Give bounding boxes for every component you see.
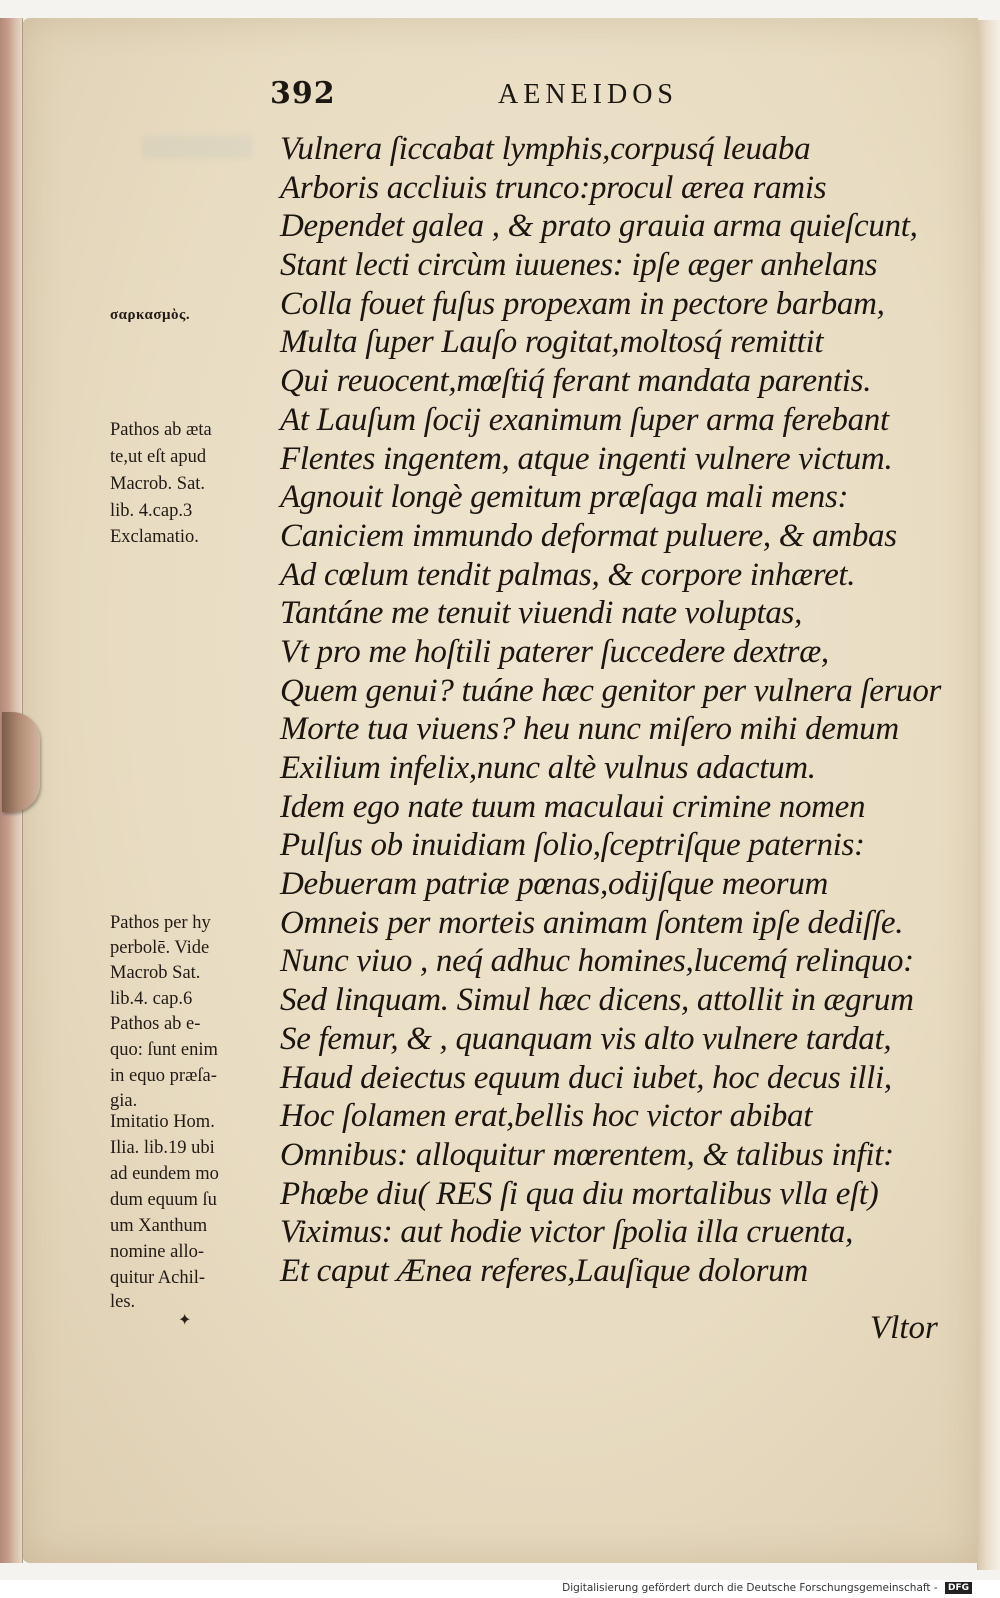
margin-note-line: Macrob Sat. (110, 963, 201, 983)
margin-note-line: les. (110, 1292, 136, 1312)
verse-line: Agnouit longè gemitum præſaga mali mens: (280, 479, 849, 516)
margin-note-line: quitur Achil- (110, 1268, 206, 1288)
credit-text: Digitalisierung gefördert durch die Deutsche Forschungsgemeinschaft - (562, 1582, 938, 1594)
margin-note-line: perbolē. Vide (110, 938, 210, 958)
margin-note-line: ad eundem mo (110, 1164, 219, 1184)
margin-note-line: lib.4. cap.6 (110, 989, 193, 1009)
dfg-logo-icon: DFG (945, 1582, 972, 1594)
verse-line: Quem genui? tuáne hæc genitor per vulnera ſeruor (280, 672, 942, 709)
verse-line: Dependet galea , & prato grauia arma quieſcunt, (280, 208, 918, 245)
margin-note-line: quo: ſunt enim (110, 1040, 218, 1060)
margin-note-line: Macrob. Sat. (110, 474, 206, 494)
verse-line: Qui reuocent,mœſtiq́ ferant mandata parentis. (280, 363, 872, 400)
verse-line: Stant lecti circùm iuuenes: ipſe æger anhelans (280, 247, 878, 284)
verse-line: Arboris accliuis trunco:procul ærea ramis (280, 169, 827, 206)
ink-smudge (142, 136, 252, 158)
verse-line: Se femur, & , quanquam vis alto vulnere tardat, (280, 1020, 892, 1057)
verse-line: Flentes ingentem, atque ingenti vulnere victum. (280, 440, 893, 477)
margin-note-line: Pathos ab æta (110, 420, 212, 440)
margin-note-line: in equo præſa- (110, 1066, 217, 1086)
margin-note-line: Pathos per hy (110, 913, 211, 933)
verse-line: Viximus: aut hodie victor ſpolia illa cruenta, (280, 1214, 854, 1251)
page-number: 392 (270, 76, 336, 111)
running-title: AENEIDOS (498, 79, 678, 110)
margin-note-line: Imitatio Hom. (110, 1112, 215, 1132)
margin-note-line: nomine allo- (110, 1242, 205, 1262)
verse-line: Sed linquam. Simul hæc dicens, attollit in ægrum (280, 982, 914, 1019)
verse-line: Idem ego nate tuum maculaui crimine nomen (280, 788, 866, 825)
verse-line: Tantáne me tenuit viuendi nate voluptas, (280, 595, 803, 632)
verse-line: Multa ſuper Lauſo rogitat,moltosq́ remittit (280, 324, 824, 361)
margin-note-line: gia. (110, 1091, 138, 1111)
verse-line: Ad cœlum tendit palmas, & corpore inhæret. (280, 556, 856, 593)
running-head (270, 76, 770, 116)
verse-line: At Lauſum ſocij exanimum ſuper arma ferebant (280, 401, 889, 438)
verse-line: Et caput Ænea referes,Lauſique dolorum (280, 1252, 808, 1289)
margin-note-line: um Xanthum (110, 1216, 208, 1236)
verse-line: Morte tua viuens? heu nunc miſero mihi demum (280, 711, 899, 748)
verse-line: Pulſus ob inuidiam ſolio,ſceptriſque paternis: (280, 827, 865, 864)
page-edge-right (977, 20, 1000, 1570)
digitization-credit (562, 1582, 972, 1594)
margin-note-line: dum equum ſu (110, 1190, 217, 1210)
verse-line: Omneis per morteis animam ſontem ipſe dediſſe. (280, 904, 904, 941)
margin-note-line: lib. 4.cap.3 (110, 501, 193, 521)
clasp-tab-icon (2, 712, 40, 812)
margin-note-greek: σαρκασμὸς. (110, 307, 191, 323)
verse-column (280, 130, 960, 1291)
verse-line: Exilium infelix,nunc altè vulnus adactum. (280, 750, 816, 786)
verse-line: Phœbe diu( RES ſi qua diu mortalibus vlla eſt) (280, 1175, 879, 1212)
verse-line: Nunc viuo , neq́ adhuc homines,lucemq́ relinquo: (280, 943, 914, 980)
margin-note-line: te,ut eſt apud (110, 447, 207, 467)
verse-line: Colla fouet fuſus propexam in pectore barbam, (280, 285, 885, 322)
verse-line: Haud deiectus equum duci iubet, hoc decus illi, (280, 1059, 892, 1096)
verse-line: Debueram patriæ pœnas,odijſque meorum (280, 866, 829, 903)
verse-line: Hoc ſolamen erat,bellis hoc victor abibat (280, 1098, 813, 1135)
verse-line: Caniciem immundo deformat puluere, & ambas (280, 517, 897, 554)
verse-line: Vulnera ſiccabat lymphis,corpusq́ leuaba (280, 131, 811, 167)
margin-note-line: Exclamatio. (110, 527, 199, 547)
verse-line: Omnibus: alloquitur mœrentem, & talibus infit: (280, 1136, 894, 1173)
margin-note-line: Pathos ab e- (110, 1014, 201, 1034)
margin-note-line: Ilia. lib.19 ubi (110, 1138, 215, 1158)
verse-line: Vt pro me hoſtili paterer ſuccedere dextræ, (280, 633, 829, 670)
ink-mark-icon: ✦ (178, 1310, 192, 1329)
catchword: Vltor (870, 1310, 938, 1346)
